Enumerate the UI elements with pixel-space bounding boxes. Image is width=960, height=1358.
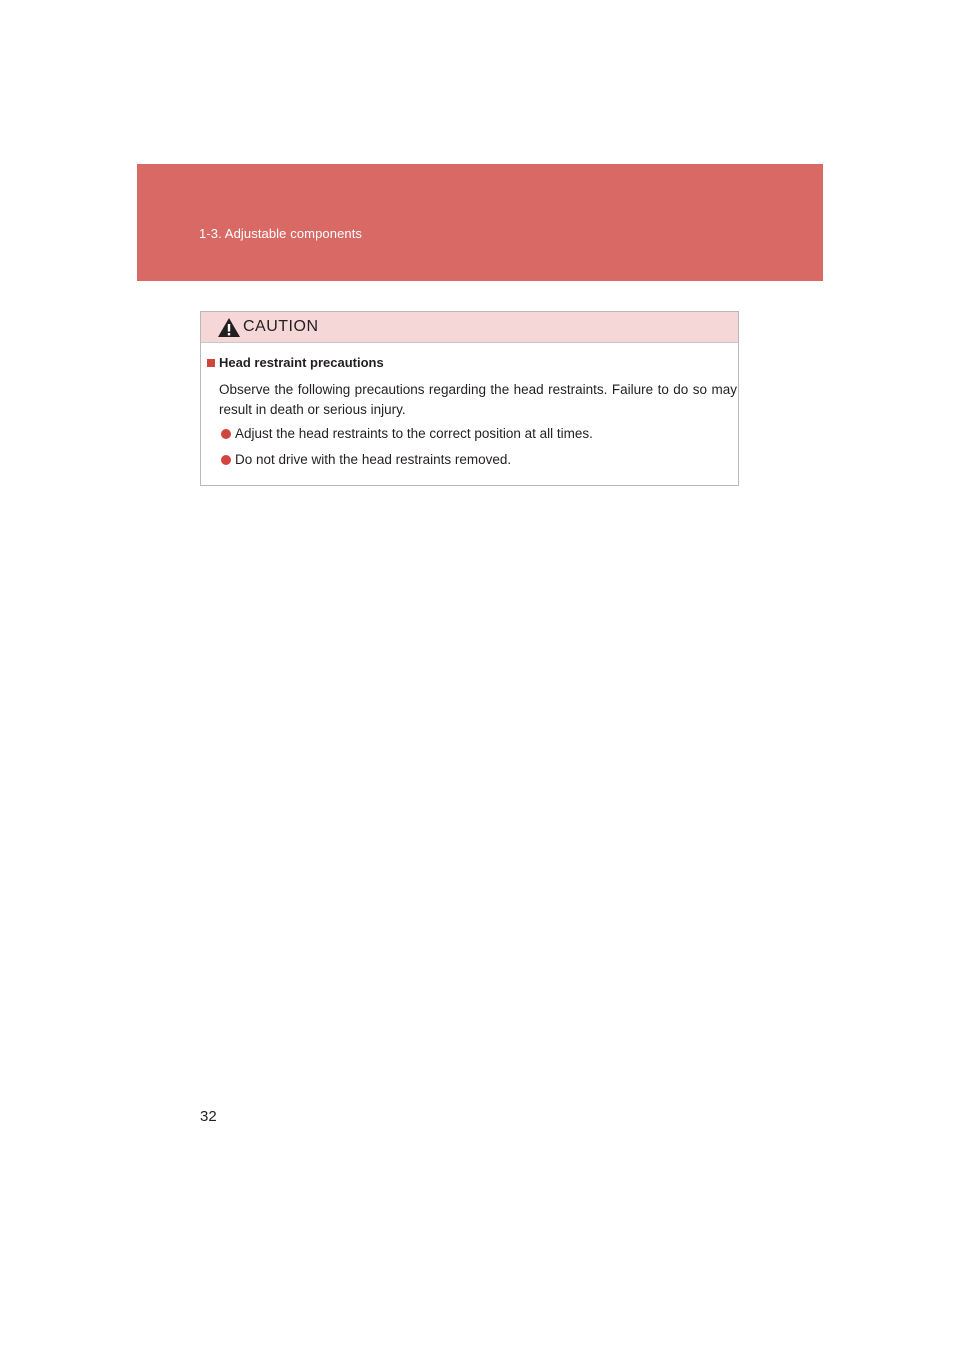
caution-body [201, 342, 738, 485]
circle-bullet-icon [221, 429, 231, 439]
section-title: 1-3. Adjustable components [199, 226, 363, 241]
circle-bullet-icon [221, 455, 231, 465]
caution-paragraph: Observe the following precautions regarding the head restraints. Failure to do so may result in death or serious injury. [219, 382, 737, 417]
warning-triangle-icon [217, 317, 241, 338]
square-bullet-icon [207, 359, 215, 367]
caution-label: CAUTION [243, 318, 319, 335]
list-item-text: Do not drive with the head restraints removed. [235, 452, 512, 467]
page-number: 32 [200, 1108, 217, 1125]
caution-header [201, 312, 738, 343]
header-band [137, 164, 823, 281]
caution-box [200, 311, 739, 486]
list-item [221, 452, 511, 467]
caution-subheading-text: Head restraint precautions [219, 355, 384, 370]
list-item [221, 426, 593, 441]
caution-subheading [207, 355, 384, 370]
list-item-text: Adjust the head restraints to the correct position at all times. [235, 426, 593, 441]
